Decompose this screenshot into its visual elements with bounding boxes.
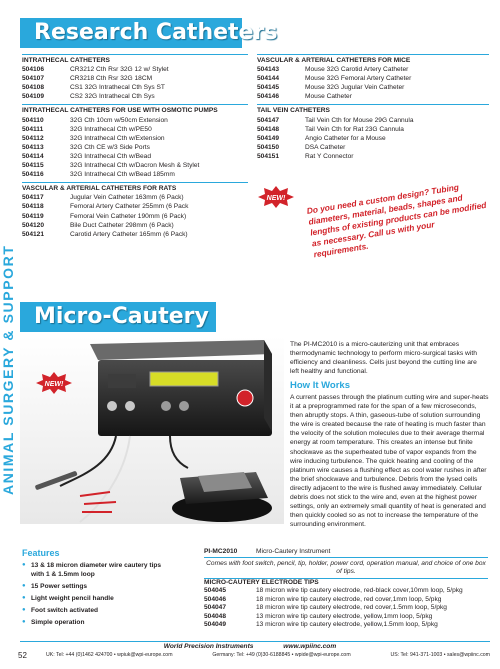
part-number: 504145 <box>257 84 280 92</box>
micro-cautery-intro: The PI-MC2010 is a micro-cauterizing unit that embraces thermodynamic technology to perform micro-surgical tasks with efficiency and cleanliness. Cells just beyond the cutting line are left healthy and functional. <box>290 341 477 376</box>
table-row <box>204 621 488 630</box>
new-badge-micro-cautery <box>36 372 72 394</box>
micro-cautery-banner <box>20 302 216 332</box>
part-number: 504115 <box>22 162 44 170</box>
part-description: Bile Duct Catheter 298mm (6 Pack) <box>70 221 174 229</box>
new-starburst-icon <box>36 372 72 394</box>
micro-cautery-title: Micro-Cautery <box>34 304 209 329</box>
part-number: 504149 <box>257 134 280 142</box>
part-description: 32G Intrathecal Cth w/Bead <box>70 152 152 160</box>
website-link[interactable]: www.wpiinc.com <box>283 643 337 650</box>
table-row <box>257 152 489 161</box>
part-description: 32G Cth 10cm w/50cm Extension <box>70 116 168 124</box>
table-row <box>257 143 489 152</box>
part-description: DSA Catheter <box>305 143 346 151</box>
part-number: 504114 <box>22 152 44 160</box>
part-description: 18 micron wire tip cautery electrode, red-black cover,10mm loop, 5/pkg <box>256 587 463 594</box>
part-number: 504046 <box>204 595 227 603</box>
part-number: 504110 <box>22 116 44 124</box>
table-row <box>204 596 488 605</box>
part-number: 504148 <box>257 125 280 133</box>
features-list <box>22 561 170 630</box>
table-row <box>22 161 248 170</box>
feature-item: ● 15 Power settings <box>22 582 170 591</box>
how-it-works-body: A current passes through the platinum cutting wire and super-heats it at a preprogrammed rate for the span of a few microseconds, then abruptly stops. A thin, gaseous-tube of solution surrounding the wire is created because the rate of heating is much faster than the velocity of the solution molecules due to their average thermal energy at room temperature. This creates an intense but finite shockwave as the superheated tube of vapor expands from the wire inducing turbulence. The quick heating and cooling of the platinum wire causes a flushing effect as cool water rushes in after the brief shockwave and turbulence. Debris from the lysed cells directly adjacent to the wire is flushed away immediately. Cellular debris does not stick to the wire and, even at the highest power settings, only an extremely small quantity of heat is generated and then quickly cooled so as not to increase the temperature of the surrounding environment. <box>290 394 489 529</box>
table-row <box>257 83 489 92</box>
table-row <box>22 152 248 161</box>
feature-item: ● Foot switch activated <box>22 606 170 615</box>
table-row <box>204 604 488 613</box>
part-description: 32G Intrathecal Cth w/Bead 185mm <box>70 171 175 179</box>
table-row <box>204 613 488 622</box>
table-row <box>22 134 248 143</box>
part-description: 32G Intrathecal Cth w/Dacron Mesh & Stylet <box>70 162 200 170</box>
table-row <box>22 92 248 101</box>
part-number: 504108 <box>22 84 45 92</box>
table-row <box>22 170 248 179</box>
part-number: 504048 <box>204 612 227 620</box>
research-catheters-title: Research Catheters <box>34 20 278 45</box>
part-number: 504121 <box>22 230 45 238</box>
table-row <box>257 125 489 134</box>
part-description: 18 micron wire tip cautery electrode, red cover,1mm loop, 5/pkg <box>256 595 442 603</box>
table-row <box>257 92 489 101</box>
part-description: Carotid Artery Catheter 165mm (6 Pack) <box>70 230 188 238</box>
side-section-label: ANIMAL SURGERY & SUPPORT <box>0 244 16 496</box>
part-number: 504112 <box>22 134 44 142</box>
table-row <box>204 587 488 596</box>
how-it-works-heading: How It Works <box>290 380 350 391</box>
part-number: 504107 <box>22 75 45 83</box>
part-description: 13 micron wire tip cautery electrode, yellow,1.5mm loop, 5/pkg <box>256 621 438 628</box>
part-number: 504147 <box>257 116 280 124</box>
part-number: PI-MC2010 <box>204 548 238 555</box>
part-description: Jugular Vein Catheter 163mm (6 Pack) <box>70 194 184 202</box>
part-number: 504150 <box>257 143 280 151</box>
footer-divider <box>20 641 490 642</box>
table-row <box>22 212 248 221</box>
table-row <box>22 65 248 74</box>
part-description: 32G Intrathecal Cth w/Extension <box>70 134 165 142</box>
part-description: CR3218 Cth Rsr 32G 18CM <box>70 75 153 83</box>
features-heading: Features <box>22 548 60 558</box>
part-number: 504146 <box>257 93 280 101</box>
table-row <box>257 116 489 125</box>
part-description: 18 micron wire tip cautery electrode, red cover,1.5mm loop, 5/pkg <box>256 604 447 611</box>
footer-branding <box>0 643 500 650</box>
part-description: Tail Vein Cth for Mouse 29G Cannula <box>305 116 414 124</box>
side-section-tab <box>0 160 16 580</box>
part-description: Femoral Vein Catheter 190mm (6 Pack) <box>70 212 187 220</box>
table-row <box>257 65 489 74</box>
table-row <box>22 74 248 83</box>
new-badge-label: NEW! <box>266 195 286 202</box>
table-row <box>22 125 248 134</box>
section-heading: VASCULAR & ARTERIAL CATHETERS FOR RATS <box>22 182 248 193</box>
section-heading: INTRATHECAL CATHETERS <box>22 54 248 65</box>
main-product-row <box>204 548 488 558</box>
table-row <box>22 116 248 125</box>
part-number: 504049 <box>204 621 227 628</box>
part-description: 13 micron wire tip cautery electrode, yellow,1mm loop, 5/pkg <box>256 612 433 620</box>
feature-item: ● 13 & 18 micron diameter wire cautery tips with 1 & 1.5mm loop <box>22 561 170 579</box>
table-row <box>257 134 489 143</box>
part-number: 504047 <box>204 604 227 611</box>
table-row <box>22 202 248 211</box>
part-description: Micro-Cautery Instrument <box>256 548 331 555</box>
catheter-table-right <box>257 54 489 161</box>
feature-item: ● Light weight pencil handle <box>22 594 170 603</box>
part-number: 504045 <box>204 587 227 594</box>
part-description: CS1 32G Intrathecal Cth Sys ST <box>70 84 165 92</box>
part-number: 504143 <box>257 66 280 74</box>
table-row <box>22 143 248 152</box>
part-number: 504116 <box>22 171 44 179</box>
part-number: 504119 <box>22 212 44 220</box>
table-row <box>22 83 248 92</box>
contact-info <box>46 652 490 658</box>
table-row <box>22 230 248 239</box>
part-description: Tail Vein Cth for Rat 23G Cannula <box>305 125 404 133</box>
table-row <box>22 221 248 230</box>
micro-cautery-product-photo <box>20 336 284 524</box>
table-row <box>22 193 248 202</box>
electrode-tips-heading: MICRO-CAUTERY ELECTRODE TIPS <box>204 578 488 588</box>
contact-uk: UK: Tel: +44 (0)1462 424700 • wpiuk@wpi-europe.com <box>46 652 173 658</box>
part-number: 504113 <box>22 143 44 151</box>
research-catheters-banner <box>20 18 278 48</box>
part-description: 32G Cth CE w/3 Side Ports <box>70 143 150 151</box>
part-description: Mouse 32G Carotid Artery Catheter <box>305 66 409 74</box>
contact-germany: Germany: Tel: +49 (0)30-6188845 • wpide@wpi-europe.com <box>212 652 351 658</box>
page-number: 52 <box>18 651 27 660</box>
part-description: Mouse 32G Jugular Vein Catheter <box>305 84 405 92</box>
part-number: 504151 <box>257 152 280 160</box>
micro-cautery-order-table <box>204 548 488 630</box>
part-number: 504106 <box>22 66 45 74</box>
new-badge-catheters <box>258 186 294 208</box>
part-number: 504118 <box>22 203 44 211</box>
custom-design-callout: Do you need a custom design? Tubing diameters, material, beads, shapes and lengths of existing products can be modified as necessary. Call us with your requirements. <box>306 181 488 260</box>
contact-us: US: Tel: 941-371-1003 • sales@wpiinc.com <box>390 652 490 658</box>
package-contents-note: Comes with foot switch, pencil, tip, holder, power cord, operation manual, and choice of one box of tips. <box>206 559 486 575</box>
new-badge-label: NEW! <box>44 381 64 388</box>
part-description: Mouse 32G Femoral Artery Catheter <box>305 75 412 83</box>
table-row <box>257 74 489 83</box>
part-description: Angio Catheter for a Mouse <box>305 134 386 142</box>
electrode-tips-list <box>204 587 488 630</box>
section-heading: TAIL VEIN CATHETERS <box>257 104 489 115</box>
section-heading: VASCULAR & ARTERIAL CATHETERS FOR MICE <box>257 54 489 65</box>
part-number: 504117 <box>22 194 44 202</box>
part-description: CR3212 Cth Rsr 32G 12 w/ Stylet <box>70 66 169 74</box>
new-starburst-icon <box>258 186 294 208</box>
part-number: 504144 <box>257 75 280 83</box>
part-number: 504111 <box>22 125 44 133</box>
micro-cautery-illustration <box>20 336 284 524</box>
part-description: Mouse Catheter <box>305 93 352 101</box>
part-number: 504109 <box>22 93 45 101</box>
section-heading: INTRATHECAL CATHETERS FOR USE WITH OSMOTIC PUMPS <box>22 104 248 115</box>
catheter-table-left <box>22 54 248 239</box>
part-description: 32G Intrathecal Cth w/PE50 <box>70 125 152 133</box>
part-number: 504120 <box>22 221 45 229</box>
feature-item: ● Simple operation <box>22 618 170 627</box>
part-description: Rat Y Connector <box>305 152 354 160</box>
part-description: CS2 32G Intrathecal Cth Sys <box>70 93 155 101</box>
company-name: World Precision Instruments <box>163 643 254 650</box>
part-description: Femoral Artery Catheter 255mm (6 Pack <box>70 203 189 211</box>
